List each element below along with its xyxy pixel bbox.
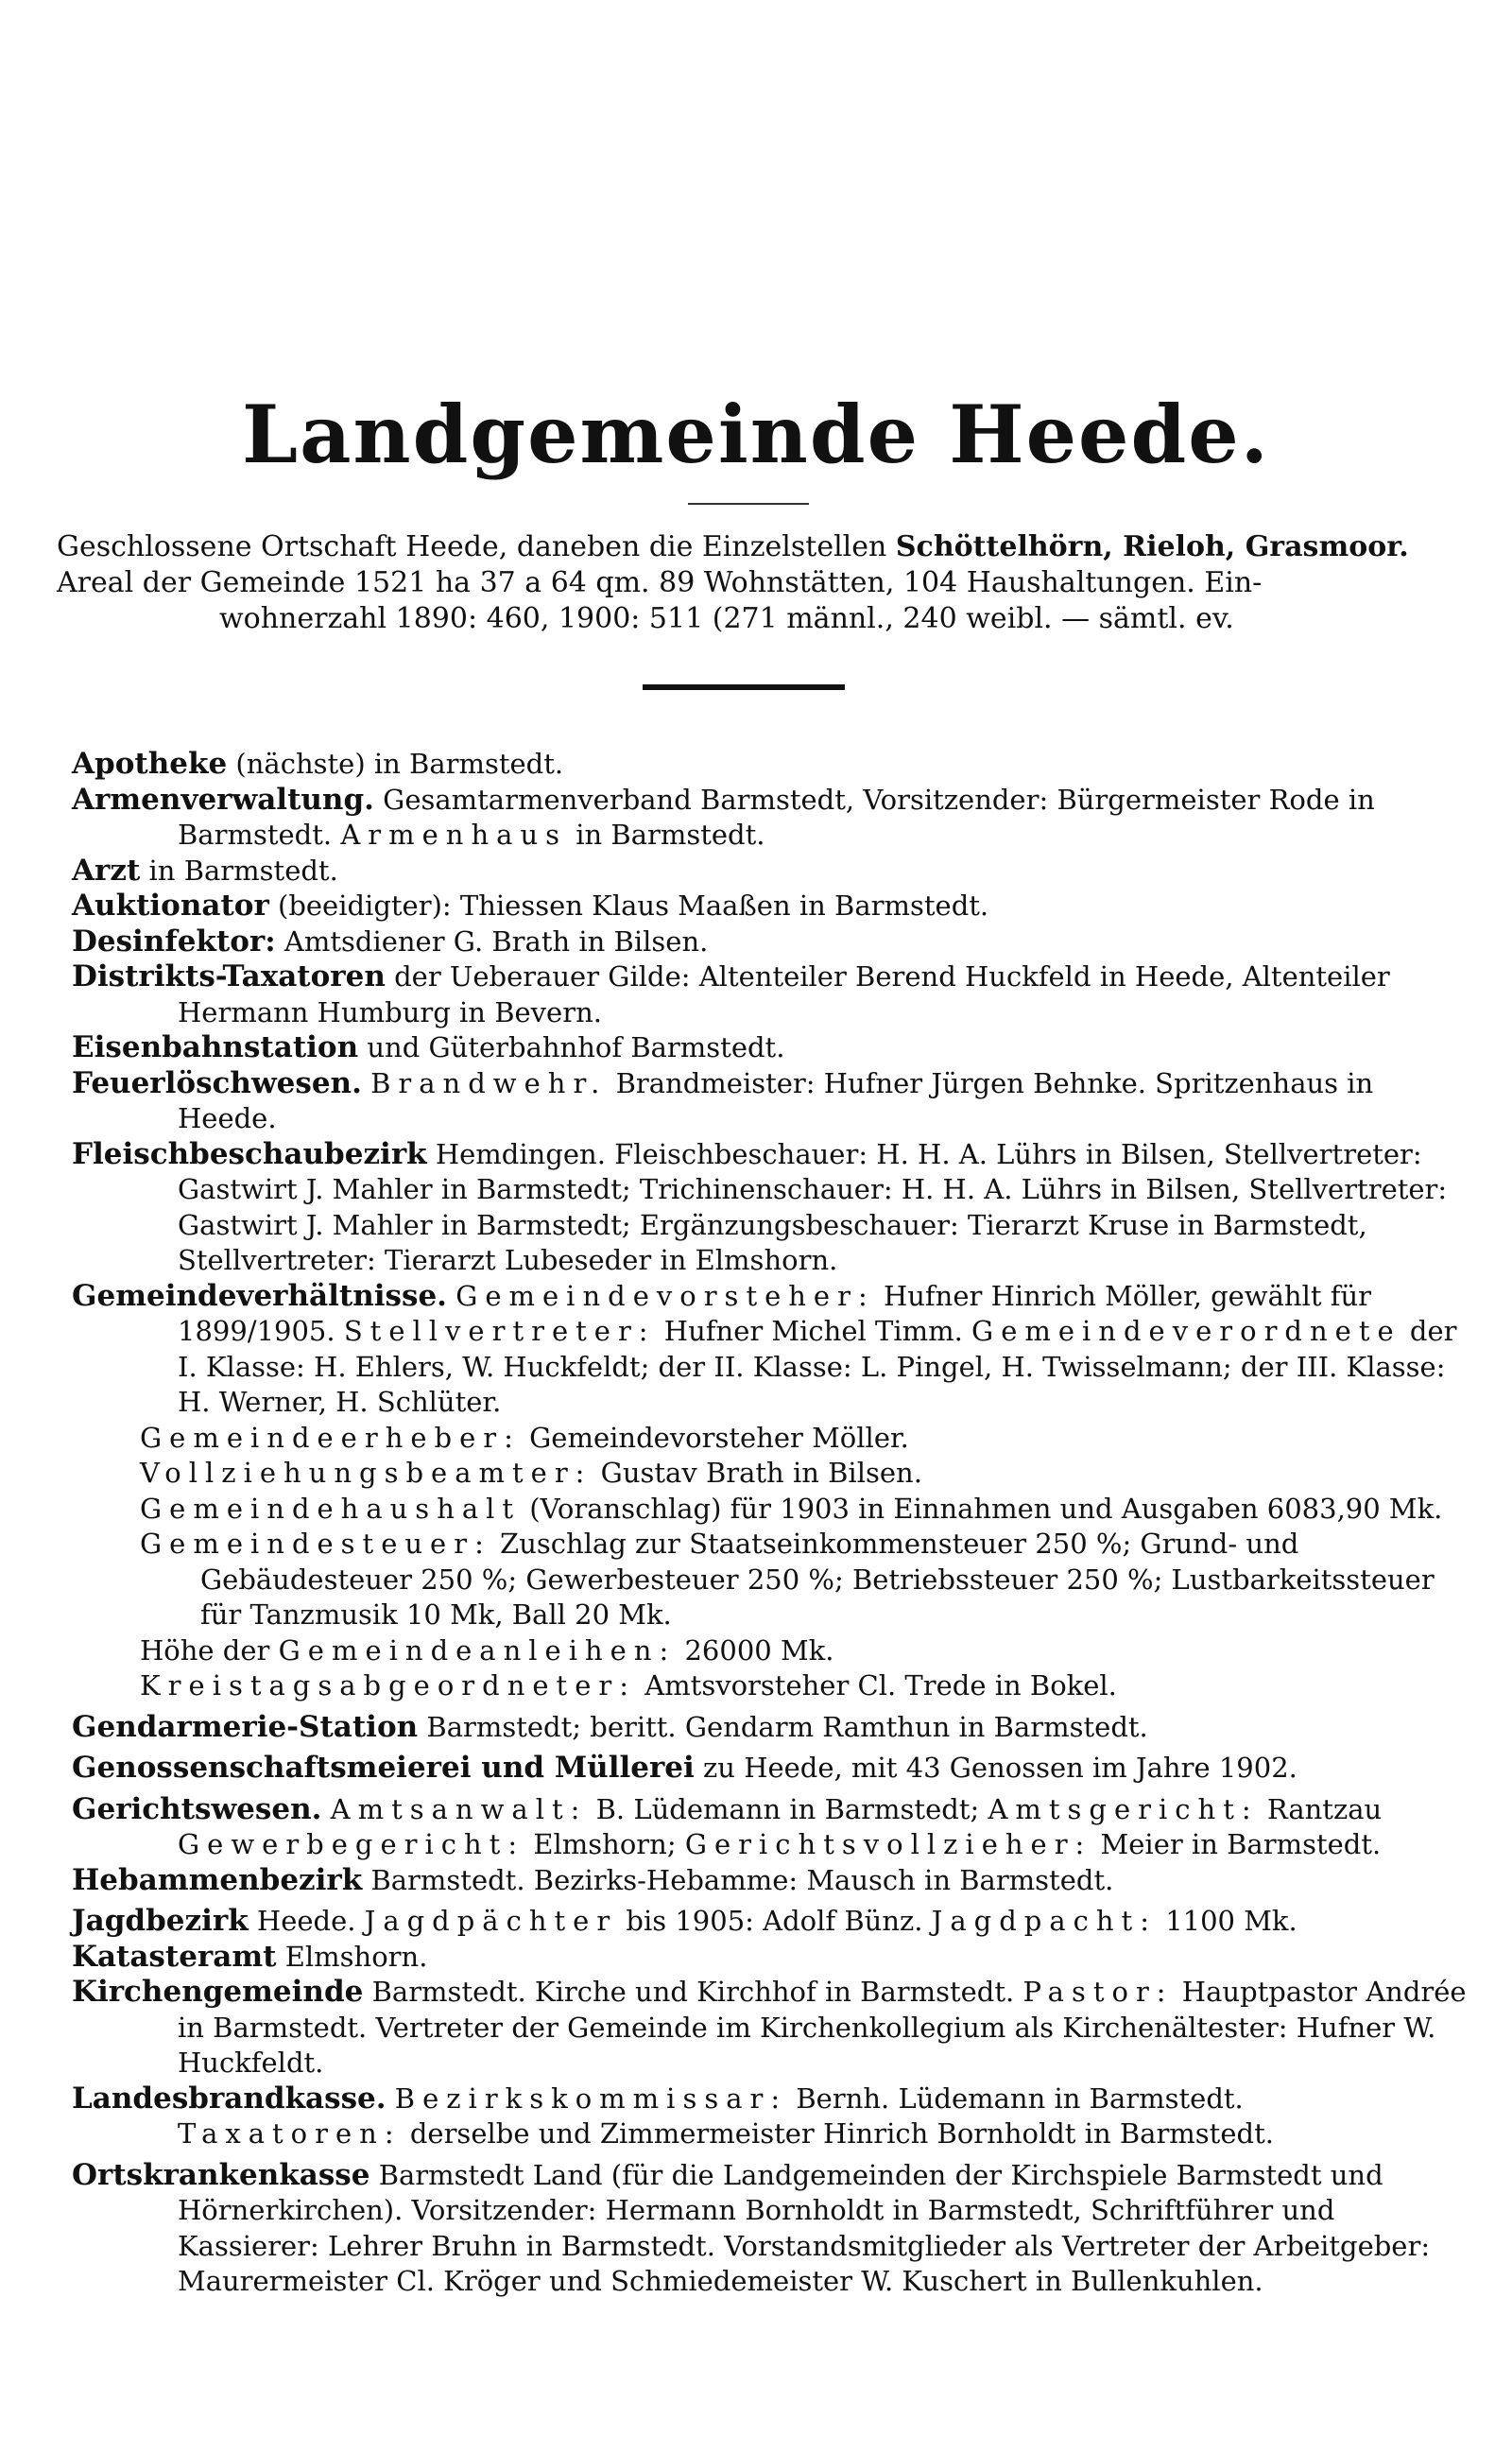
entry-text: B. Lüdemann in Barmstedt; <box>587 1792 988 1825</box>
entry-text: Barmstedt Land (für die Landgemeinden der Kirchspiele Barmstedt und Hörnerkirchen). Vorsitzender: Hermann Bornholdt in Barmstedt, Schriftführer und Kassierer: Lehrer Bruhn in Barmstedt. Vorstandsmitglieder als Vertreter der Arbeitgeber: Maurermeister Cl. Kröger und Schmiedemeister W. Kuschert in Bullenkuhlen. <box>178 2158 1431 2297</box>
intro-line-1 <box>57 529 1465 565</box>
spaced-term: Gemeindeanleihen: <box>278 1633 677 1667</box>
spaced-term: Amtsanwalt: <box>330 1792 588 1825</box>
entry-text: Gustav Brath in Bilsen. <box>592 1457 922 1489</box>
entry-heading: Gemeindeverhältnisse. <box>72 1278 447 1313</box>
entry-text: Rantzau <box>1258 1792 1383 1825</box>
entry-genossenschaftsmeierei <box>72 1751 1470 1787</box>
spaced-term: Amtsgericht: <box>988 1792 1259 1825</box>
entry-heading: Hebammenbezirk <box>72 1862 363 1897</box>
entry-fleischbeschaubezirk <box>72 1137 1470 1279</box>
entry-text: Hemdingen. Fleischbeschauer: H. H. A. Lührs in Bilsen, Stellvertreter: Gastwirt J. Mahler in Barmstedt; Trichinenschauer: H. H. A. Lührs in Bilsen, Stellvertreter: Gastwirt J. Mahler in Barmstedt; Ergänzungsbeschauer: Tierarzt Kruse in Barmstedt, Stellvertreter: Tierarzt Lubeseder in Elmshorn. <box>178 1137 1448 1276</box>
entry-desinfektor <box>72 924 1470 960</box>
spaced-term: Gemeindehaushalt <box>140 1492 522 1525</box>
entry-gemeindeanleihen <box>72 1633 1470 1669</box>
entry-vollziehungsbeamter <box>72 1456 1470 1492</box>
entry-heading: Genossenschaftsmeierei und Müllerei <box>72 1751 695 1785</box>
entry-text: Hufner Michel Timm. <box>655 1315 972 1347</box>
spaced-term: Kreistagsabgeordneter: <box>140 1669 636 1702</box>
spaced-term: Armenhaus <box>340 819 567 851</box>
intro-line-2: Areal der Gemeinde 1521 ha 37 a 64 qm. 89 Wohnstätten, 104 Haushaltungen. Ein- <box>57 566 1263 599</box>
entry-text: zu Heede, mit 43 Genossen im Jahre 1902. <box>694 1752 1297 1784</box>
page-title: Landgemeinde Heede. <box>242 388 1270 481</box>
entry-gemeindehaushalt <box>72 1492 1470 1528</box>
spaced-term: Pastor: <box>1022 1976 1174 2008</box>
entry-text: 26000 Mk. <box>676 1633 834 1667</box>
entry-text: der I. Klasse: H. Ehlers, W. Huckfeldt; der II. Klasse: L. Pingel, H. Twisselmann; der III. Klasse: H. Werner, H. Schlüter. <box>178 1315 1457 1418</box>
entry-text: Elmshorn; <box>524 1828 685 1860</box>
entry-text: in Barmstedt. <box>567 819 765 851</box>
entry-text: Barmstedt. Bezirks-Hebamme: Mausch in Barmstedt. <box>362 1863 1114 1896</box>
entry-hebammenbezirk <box>72 1863 1470 1899</box>
entry-gendarmerie-station <box>72 1710 1470 1746</box>
entry-text: Hufner Hinrich Möller, gewählt für 1899/1905. <box>178 1279 1372 1347</box>
intro-paragraph <box>57 529 1465 637</box>
entry-gemeindesteuer <box>72 1527 1470 1633</box>
entry-gerichtswesen <box>72 1792 1470 1863</box>
spaced-term: Stellvertreter: <box>343 1315 656 1347</box>
spaced-term: Jagdpacht: <box>931 1905 1157 1937</box>
entry-heading: Landesbrandkasse. <box>72 2081 387 2116</box>
entry-feuerloeschwesen <box>72 1066 1470 1137</box>
entry-text: Gemeindevorsteher Möller. <box>520 1421 909 1454</box>
entry-heading: Jagdbezirk <box>72 1904 249 1938</box>
entry-eisenbahnstation <box>72 1030 1470 1066</box>
entry-jagdbezirk <box>72 1904 1470 1940</box>
spaced-term: Gemeindeverordnete <box>971 1315 1401 1347</box>
entry-text: Hauptpastor Andrée in Barmstedt. Vertreter der Gemeinde im Kirchenkollegium als Kirchenältester: Hufner W. Huckfeldt. <box>178 1976 1467 2079</box>
entry-text: bis 1905: Adolf Bünz. <box>617 1905 932 1937</box>
entry-armenverwaltung <box>72 783 1470 854</box>
spaced-term: Gemeindeerheber: <box>140 1421 521 1454</box>
spaced-term: Gewerbegericht: <box>178 1828 525 1860</box>
entry-text: Höhe der <box>140 1633 279 1667</box>
entry-text: (beeidigter): Thiessen Klaus Maaßen in Barmstedt. <box>268 890 989 922</box>
entry-heading: Arzt <box>72 853 141 888</box>
entry-heading: Feuerlöschwesen. <box>72 1065 362 1100</box>
entry-ortskrankenkasse <box>72 2158 1470 2300</box>
entry-katasteramt <box>72 1940 1470 1976</box>
entry-text: Meier in Barmstedt. <box>1091 1828 1382 1860</box>
entry-text: und Güterbahnhof Barmstedt. <box>358 1031 785 1063</box>
entry-text: Amtsdiener G. Brath in Bilsen. <box>275 924 709 958</box>
entry-text: Brandmeister: Hufner Jürgen Behnke. Spritzenhaus in Heede. <box>178 1066 1374 1134</box>
entry-heading: Desinfektor: <box>72 924 276 959</box>
entry-heading: Gendarmerie-Station <box>72 1709 419 1744</box>
entries-list <box>72 747 1470 2300</box>
spaced-term: Jagdpächter <box>364 1905 618 1937</box>
entry-heading: Armenverwaltung. <box>72 782 374 817</box>
entry-heading: Eisenbahnstation <box>72 1030 359 1064</box>
entry-heading: Distrikts-Taxatoren <box>72 959 386 993</box>
intro-line-3: wohnerzahl 1890: 460, 1900: 511 (271 männl., 240 weibl. — sämtl. ev. <box>219 602 1234 635</box>
entry-text: (nächste) in Barmstedt. <box>227 748 564 780</box>
entry-text: Heede. <box>248 1905 365 1937</box>
entry-text: derselbe und Zimmermeister Hinrich Bornholdt in Barmstedt. <box>401 2117 1274 2150</box>
entry-text: Barmstedt. Kirche und Kirchhof in Barmstedt. <box>363 1976 1023 2008</box>
entry-heading: Auktionator <box>72 889 269 923</box>
entry-text: Zuschlag zur Staatseinkommensteuer 250 %; Grund- und Gebäudesteuer 250 %; Gewerbesteuer 250 %; Betriebssteuer 250 %; Lustbarkeitssteuer für Tanzmusik 10 Mk, Ball 20 Mk. <box>200 1528 1435 1631</box>
entry-text: der Ueberauer Gilde: Altenteiler Berend Huckfeld in Heede, Altenteiler Hermann Humburg in Bevern. <box>178 960 1390 1028</box>
spaced-term: Gemeindesteuer: <box>140 1528 491 1560</box>
entry-auktionator <box>72 889 1470 924</box>
intro-line-1-places: Schöttelhörn, Rieloh, Grasmoor. <box>895 530 1409 563</box>
entry-text: 1100 Mk. <box>1156 1905 1297 1937</box>
entry-text: Gesamtarmenverband Barmstedt, Vorsitzender: Bürgermeister Rode in Barmstedt. <box>178 783 1375 851</box>
entry-text: Amtsvorsteher Cl. Trede in Bokel. <box>636 1669 1117 1702</box>
entry-heading: Gerichtswesen. <box>72 1791 322 1826</box>
entry-distrikts-taxatoren <box>72 959 1470 1030</box>
entry-heading: Kirchengemeinde <box>72 1975 364 2009</box>
entry-kreistagsabgeordneter <box>72 1668 1470 1704</box>
entry-apotheke <box>72 747 1470 783</box>
spaced-term: Gerichtsvollzieher: <box>684 1828 1092 1860</box>
entry-heading: Fleischbeschaubezirk <box>72 1136 427 1171</box>
entry-heading: Apotheke <box>72 747 228 781</box>
entry-heading: Ortskrankenkasse <box>72 2157 370 2192</box>
spaced-term: Bezirkskommissar: <box>394 2082 788 2115</box>
title-divider <box>688 503 809 505</box>
entry-text: (Voranschlag) für 1903 in Einnahmen und Ausgaben 6083,90 Mk. <box>521 1492 1443 1525</box>
entry-text: Elmshorn. <box>276 1940 428 1973</box>
entry-text: Barmstedt; beritt. Gendarm Ramthun in Barmstedt. <box>418 1710 1148 1743</box>
entry-landesbrandkasse <box>72 2082 1470 2152</box>
entry-text: in Barmstedt. <box>140 854 338 887</box>
spaced-term: Brandwehr. <box>370 1066 608 1099</box>
entry-text: Bernh. Lüdemann in Barmstedt. <box>787 2082 1244 2115</box>
section-divider <box>643 684 845 690</box>
entry-kirchengemeinde <box>72 1975 1470 2082</box>
entry-gemeindeerheber <box>72 1421 1470 1457</box>
entry-gemeindeverhaeltnisse <box>72 1279 1470 1421</box>
entry-arzt <box>72 854 1470 890</box>
spaced-term: Vollziehungsbeamter: <box>140 1457 593 1489</box>
intro-line-1-text: Geschlossene Ortschaft Heede, daneben die Einzelstellen <box>57 530 896 563</box>
entry-heading: Katasteramt <box>72 1939 277 1974</box>
spaced-term: Taxatoren: <box>178 2117 402 2150</box>
spaced-term: Gemeindevorsteher: <box>455 1279 875 1312</box>
